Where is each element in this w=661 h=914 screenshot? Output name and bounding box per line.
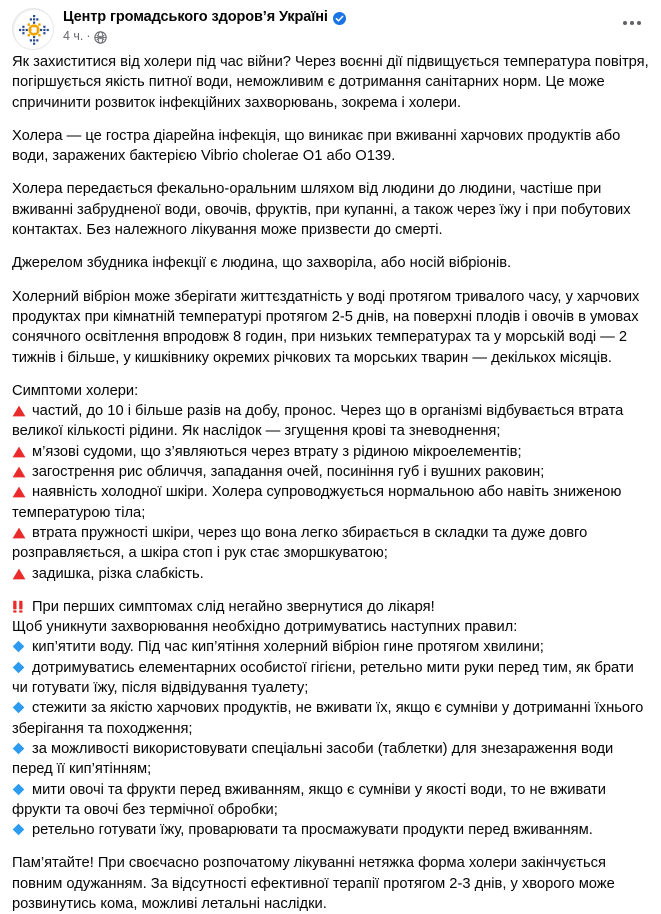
prevention-block bbox=[12, 597, 649, 841]
blue-diamond-icon bbox=[12, 783, 29, 796]
rule-text: мити овочі та фрукти перед вживанням, якщо є сумніви у якості води, то не вживати фрукти та овочі без термічної обробки; bbox=[12, 781, 606, 818]
double-exclamation-icon bbox=[12, 600, 29, 613]
meta-separator: · bbox=[86, 29, 91, 43]
post-body bbox=[0, 52, 661, 914]
verified-badge-icon bbox=[333, 12, 346, 25]
rule-item bbox=[12, 637, 649, 657]
paragraph-definition: Холера — це гостра діарейна інфекція, що виникає при вживанні харчових продуктів або води, заражених бактерією Vibrio cholerae O1 або O139. bbox=[12, 127, 621, 165]
symptom-item bbox=[12, 523, 649, 564]
symptoms-block bbox=[12, 381, 649, 584]
symptom-text: загострення рис обличчя, западання очей, посиніння губ і вушних раковин; bbox=[32, 464, 545, 481]
symptom-item bbox=[12, 482, 649, 523]
rule-item bbox=[12, 658, 649, 699]
warning-line bbox=[12, 597, 649, 617]
rule-item bbox=[12, 780, 649, 821]
rule-item bbox=[12, 820, 649, 840]
page-logo-icon bbox=[13, 9, 54, 50]
avatar[interactable] bbox=[12, 8, 54, 50]
symptom-text: частий, до 10 і більше разів на добу, пронос. Через що в організмі відбувається втрата великої кількості рідини. Як наслідок — згущення крові та зневоднення; bbox=[12, 403, 624, 440]
blue-diamond-icon bbox=[12, 701, 29, 714]
paragraph-survival: Холерний вібріон може зберігати життєздатність у воді протягом тривалого часу, у харчових продуктах при кімнатній температурі протягом 2-5 днів, на поверхні плодів і овочів в умовах сонячного освітлення впродовж 8 годин, при низьких температурах та у морській воді — 2 тижнів і більше, у кишківнику окремих річкових та морських тварин — декількох місяців. bbox=[12, 288, 640, 366]
post-header bbox=[0, 0, 661, 52]
rule-text: кип’ятити воду. Під час кип’ятіння холерний вібріон гине протягом хвилини; bbox=[32, 639, 544, 656]
ellipsis-dot bbox=[637, 21, 641, 25]
ellipsis-dot bbox=[623, 21, 627, 25]
red-triangle-icon bbox=[12, 466, 29, 478]
page-name[interactable]: Центр громадського здоров’я Україні bbox=[63, 9, 328, 25]
symptom-text: втрата пружності шкіри, через що вона легко збирається в складки та дуже довго розправляється, а шкіра стоп і рук стає зморшкуватою; bbox=[12, 524, 588, 562]
rule-text: дотримуватись елементарних особистої гігієни, ретельно мити руки перед тим, як брати чи готувати їжу, після відвідування туалету; bbox=[12, 659, 634, 697]
paragraph-source: Джерелом збудника інфекції є людина, що захворіла, або носій вібріонів. bbox=[12, 255, 512, 272]
symptom-text: м’язові судоми, що з’являються через втрату з рідиною мікроелементів; bbox=[32, 443, 522, 460]
blue-diamond-icon bbox=[12, 742, 29, 755]
red-triangle-icon bbox=[12, 527, 29, 539]
rule-text: ретельно готувати їжу, проварювати та просмажувати продукти перед вживанням. bbox=[32, 822, 593, 839]
symptom-text: задишка, різка слабкість. bbox=[32, 565, 204, 582]
rule-item bbox=[12, 698, 649, 739]
blue-diamond-icon bbox=[12, 661, 29, 674]
blue-diamond-icon bbox=[12, 823, 29, 836]
symptom-text: наявність холодної шкіри. Холера супроводжується нормальною або навіть зниженою температурою тіла; bbox=[12, 484, 622, 521]
ellipsis-dot bbox=[630, 21, 634, 25]
author-row bbox=[63, 9, 346, 26]
paragraph-intro: Як захиститися від холери під час війни? Через воєнні дії підвищується температура повітря, погіршується якість питної води, неможливим є дотримання санітарних норм. Це може спричинити розвиток інфекційних захворювань, зокрема і холери. bbox=[12, 54, 649, 111]
red-triangle-icon bbox=[12, 446, 29, 458]
warning-text: При перших симптомах слід негайно звернутися до лікаря! bbox=[32, 598, 435, 615]
red-triangle-icon bbox=[12, 486, 29, 498]
symptoms-heading: Симптоми холери: bbox=[12, 382, 139, 399]
globe-icon[interactable] bbox=[94, 31, 107, 44]
paragraph-transmission: Холера передається фекально-оральним шляхом від людини до людини, частіше при вживанні забрудненої води, овочів, фруктів, при купанні, а також через їжу і при побутових контактах. Без належного лікування може призвести до смерті. bbox=[12, 181, 631, 239]
rule-item bbox=[12, 739, 649, 780]
symptom-item bbox=[12, 564, 649, 584]
blue-diamond-icon bbox=[12, 640, 29, 653]
post-meta bbox=[63, 29, 346, 43]
rule-text: за можливості використовувати спеціальні засоби (таблетки) для знезараження води перед її кип’ятінням; bbox=[12, 740, 614, 778]
symptom-item bbox=[12, 401, 649, 442]
paragraph-closing: Пам’ятайте! При своєчасно розпочатому лікуванні нетяжка форма холери закінчується повним одужанням. За відсутності ефективної терапії протягом 2-3 днів, у хворого може розвинутись кома, можливі летальні наслідки. bbox=[12, 855, 615, 912]
post-options-button[interactable] bbox=[617, 14, 647, 32]
symptom-item bbox=[12, 442, 649, 462]
rules-heading: Щоб уникнути захворювання необхідно дотримуватись наступних правил: bbox=[12, 619, 518, 636]
red-triangle-icon bbox=[12, 568, 29, 580]
symptom-item bbox=[12, 462, 649, 482]
red-triangle-icon bbox=[12, 405, 29, 417]
rule-text: стежити за якістю харчових продуктів, не вживати їх, якщо є сумніви у дотриманні їхнього зберігання та походження; bbox=[12, 700, 644, 737]
post-header-text bbox=[63, 8, 346, 43]
post-timestamp[interactable]: 4 ч. bbox=[63, 29, 84, 43]
